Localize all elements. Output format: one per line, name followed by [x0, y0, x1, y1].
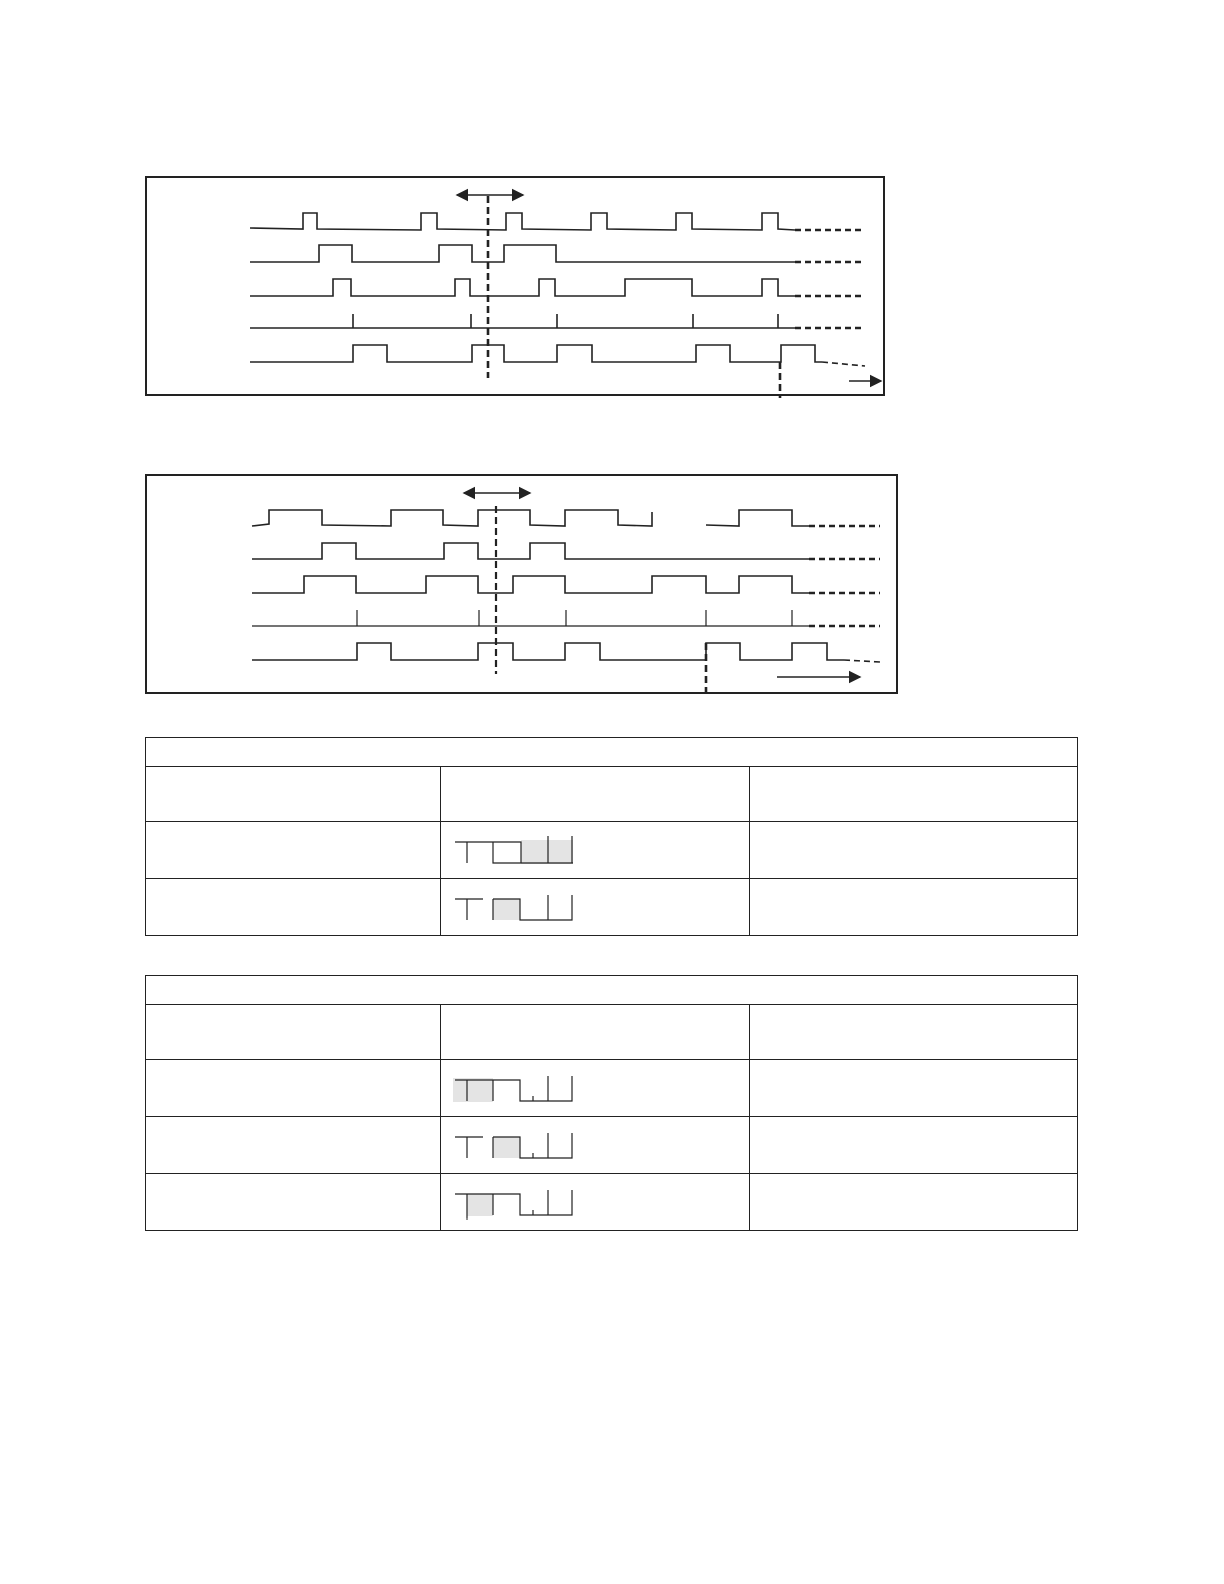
- table-cell: [441, 822, 750, 879]
- highlight-pulse-icon: [441, 1125, 749, 1165]
- header-cell: [750, 767, 1078, 822]
- table-cell: [146, 1060, 441, 1117]
- header-cell: [441, 767, 750, 822]
- table-header-row: [146, 1005, 1078, 1060]
- table-row: [146, 1117, 1078, 1174]
- timing-diagram-1-canvas: [147, 178, 887, 398]
- timing-diagram-2-canvas: [147, 476, 900, 696]
- table-title-row: [146, 738, 1078, 767]
- table-row: [146, 879, 1078, 936]
- timing-diagram-1: [145, 176, 885, 396]
- trace-1: [252, 510, 809, 526]
- trace-5: [252, 643, 844, 660]
- table-title-row: [146, 976, 1078, 1005]
- table-2: [145, 975, 1078, 1231]
- table-cell: [146, 1174, 441, 1231]
- trace-3: [252, 576, 809, 593]
- trace-5-dashed: [844, 660, 880, 662]
- table-cell: [441, 1060, 750, 1117]
- timing-diagram-2: [145, 474, 898, 694]
- header-cell: [146, 1005, 441, 1060]
- trace-3: [250, 279, 795, 296]
- table-row: [146, 1174, 1078, 1231]
- header-cell: [750, 1005, 1078, 1060]
- table-cell: [441, 879, 750, 936]
- table-cell: [750, 1117, 1078, 1174]
- header-cell: [146, 767, 441, 822]
- highlight-leading-gap-icon: [441, 1182, 749, 1222]
- table-row: [146, 1060, 1078, 1117]
- trace-5: [250, 345, 822, 362]
- table-cell: [750, 879, 1078, 936]
- highlight-leading-edge-icon: [441, 1068, 749, 1108]
- trace-1: [250, 213, 795, 230]
- table-cell: [146, 879, 441, 936]
- highlight-pulse-and-trailing-gap-icon: [441, 830, 749, 870]
- header-cell: [441, 1005, 750, 1060]
- trace-5-dashed: [822, 362, 865, 366]
- table-1: [145, 737, 1078, 936]
- table-cell: [146, 1117, 441, 1174]
- table-cell: [750, 1174, 1078, 1231]
- table-title-cell: [146, 976, 1078, 1005]
- table-cell: [146, 822, 441, 879]
- table-header-row: [146, 767, 1078, 822]
- trace-4: [252, 610, 809, 626]
- table-cell: [750, 1060, 1078, 1117]
- highlight-pulse-icon: [441, 887, 749, 927]
- table-cell: [441, 1174, 750, 1231]
- trace-2: [250, 245, 795, 262]
- table-title-cell: [146, 738, 1078, 767]
- table-cell: [750, 822, 1078, 879]
- trace-4: [250, 314, 795, 328]
- trace-2: [252, 543, 809, 559]
- table-cell: [441, 1117, 750, 1174]
- table-row: [146, 822, 1078, 879]
